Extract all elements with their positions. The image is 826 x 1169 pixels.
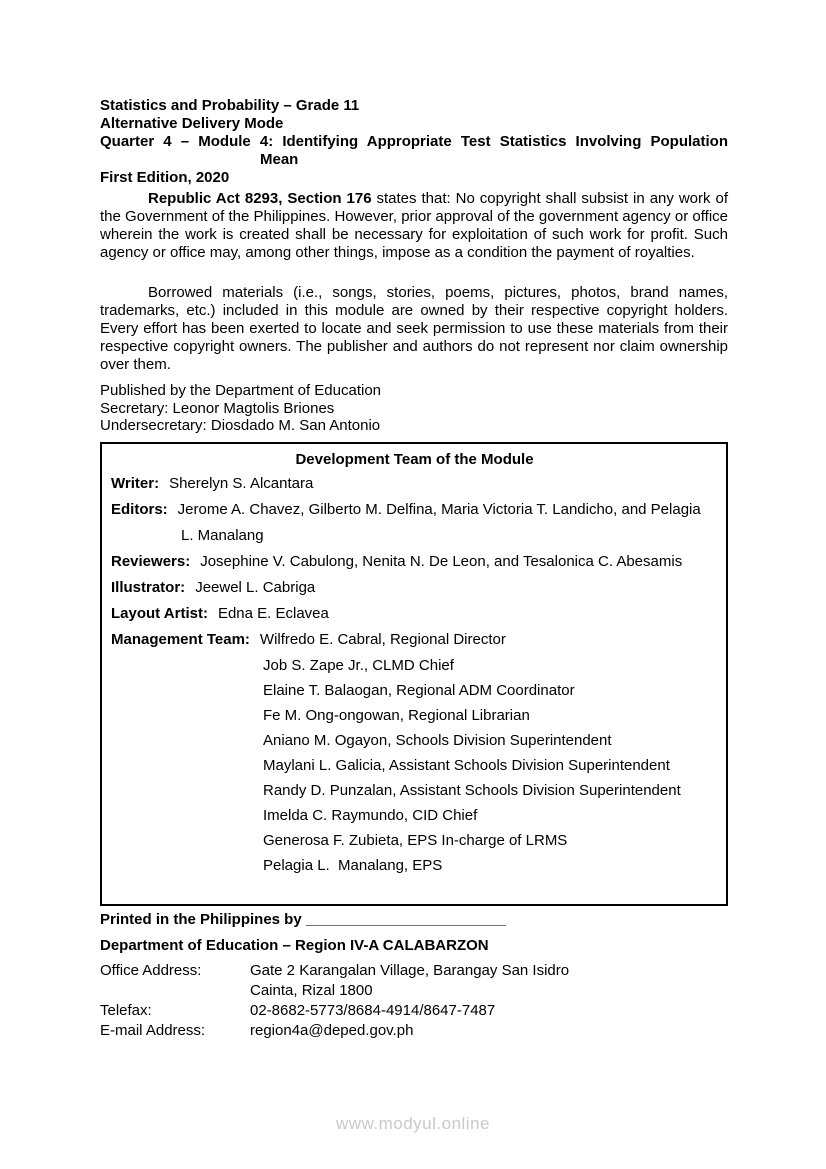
editors-label: Editors: [111, 501, 168, 518]
reviewers-value: Josephine V. Cabulong, Nenita N. De Leon, and Tesalonica C. Abesamis [200, 553, 683, 570]
module-quarter-title-wrap: Mean [260, 151, 299, 168]
undersecretary-line: Undersecretary: Diosdado M. San Antonio [100, 417, 381, 434]
layout-artist-row [111, 601, 718, 627]
management-team-value: Wilfredo E. Cabral, Regional Director [259, 631, 506, 648]
telefax-row [100, 1001, 728, 1021]
layout-artist-label: Layout Artist: [111, 605, 208, 622]
email-value: region4a@deped.gov.ph [250, 1022, 414, 1039]
borrowed-materials-paragraph [100, 284, 728, 374]
printed-in-label: Printed in the Philippines by [100, 911, 306, 928]
editors-row [111, 497, 718, 523]
publisher-block [100, 382, 728, 435]
title-block [100, 97, 728, 187]
management-team-label: Management Team: [111, 631, 250, 648]
management-member: Pelagia L. Manalang, EPS [263, 857, 443, 874]
management-member: Imelda C. Raymundo, CID Chief [263, 807, 478, 824]
printed-in-line [100, 910, 728, 930]
illustrator-value: Jeewel L. Cabriga [195, 579, 316, 596]
office-address-value [250, 961, 728, 1001]
illustrator-label: Illustrator: [111, 579, 186, 596]
office-address-row [100, 961, 728, 1001]
office-address-line1: Gate 2 Karangalan Village, Barangay San Isidro [250, 962, 570, 979]
copyright-paragraph [100, 190, 728, 262]
management-member: Job S. Zape Jr., CLMD Chief [263, 657, 454, 674]
email-label: E-mail Address: [100, 1022, 206, 1039]
published-by-line: Published by the Department of Education [100, 382, 382, 399]
development-team-box [100, 442, 728, 906]
writer-value: Sherelyn S. Alcantara [169, 475, 314, 492]
department-region-line: Department of Education – Region IV-A CALABARZON [100, 937, 489, 954]
management-member: Randy D. Punzalan, Assistant Schools Division Superintendent [263, 782, 681, 799]
printed-in-blank: ________________________ [305, 911, 507, 928]
management-member: Generosa F. Zubieta, EPS In-charge of LRMS [263, 832, 568, 849]
republic-act-text: states that: No copyright shall subsist in any work of the Government of the Philippines. However, prior approval of the government agency or office wherein the work is created shall be necessary for exploitation of such work for profit. Such agency or office may, among other things, impose as a condition the payment of royalties. [100, 190, 728, 261]
telefax-value: 02-8682-5773/8684-4914/8647-7487 [250, 1002, 496, 1019]
office-address-line2: Cainta, Rizal 1800 [250, 982, 373, 999]
reviewers-row [111, 549, 718, 575]
module-quarter-title: Quarter 4 – Module 4: Identifying Appropriate Test Statistics Involving Population [100, 133, 728, 150]
printed-block [100, 910, 728, 956]
republic-act-lead: Republic Act 8293, Section 176 [148, 190, 372, 207]
management-member: Elaine T. Balaogan, Regional ADM Coordinator [263, 682, 575, 699]
management-team-row [111, 627, 718, 653]
management-member: Aniano M. Ogayon, Schools Division Superintendent [263, 732, 612, 749]
edition-line: First Edition, 2020 [100, 169, 230, 186]
secretary-line: Secretary: Leonor Magtolis Briones [100, 399, 335, 417]
office-address-label: Office Address: [100, 962, 202, 979]
module-subject-title: Statistics and Probability – Grade 11 [100, 97, 360, 114]
editors-value: Jerome A. Chavez, Gilberto M. Delfina, Maria Victoria T. Landicho, and Pelagia [177, 501, 701, 518]
illustrator-row [111, 575, 718, 601]
delivery-mode-title: Alternative Delivery Mode [100, 115, 284, 132]
development-team-title: Development Team of the Module [295, 451, 534, 468]
contact-block [100, 961, 728, 1041]
telefax-label: Telefax: [100, 1002, 152, 1019]
layout-artist-value: Edna E. Eclavea [217, 605, 329, 622]
watermark-text: www.modyul.online [335, 1114, 490, 1133]
management-member: Fe M. Ong-ongowan, Regional Librarian [263, 707, 530, 724]
writer-label: Writer: [111, 475, 160, 492]
management-member: Maylani L. Galicia, Assistant Schools Division Superintendent [263, 757, 670, 774]
reviewers-label: Reviewers: [111, 553, 191, 570]
writer-row [111, 471, 718, 497]
borrowed-materials-text: Borrowed materials (i.e., songs, stories, poems, pictures, photos, brand names, trademarks, etc.) included in this module are owned by their respective copyright holders. Every effort has been exerted to locate and seek permission to use these materials from their respective copyright owners. The publisher and authors do not represent nor claim ownership over them. [100, 284, 728, 373]
editors-value-wrap: L. Manalang [181, 527, 264, 544]
email-row [100, 1021, 728, 1041]
